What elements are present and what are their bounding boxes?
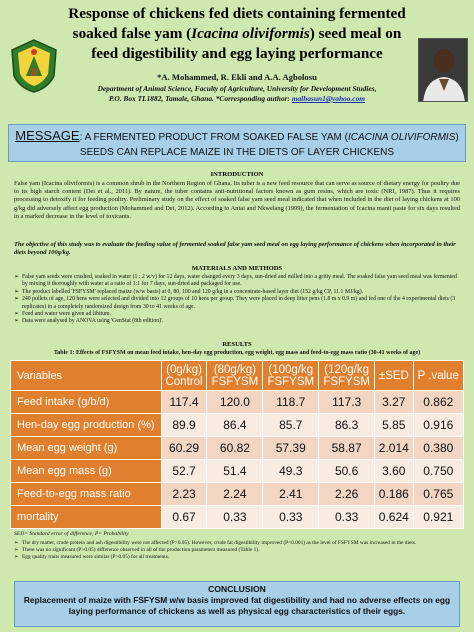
message-heading: MESSAGE — [15, 128, 80, 143]
introduction-heading: INTRODUCTION — [210, 171, 264, 178]
table-cell: 2.41 — [263, 483, 319, 506]
table-cell: 0.33 — [319, 506, 375, 529]
table-cell: 0.921 — [413, 506, 463, 529]
list-item: ➢ Egg quality traits measured were similar (P>0.05) for all treatments. — [14, 554, 170, 560]
row-label: Hen-day egg production (%) — [11, 414, 162, 437]
list-item: ➢ There was no significant (P>0.05) difference observed in all of the production parameters measured (Table 1). — [14, 547, 260, 553]
table-cell: 0.765 — [413, 483, 463, 506]
table-cell: 0.380 — [413, 437, 463, 460]
row-label: Mean egg mass (g) — [11, 460, 162, 483]
table-cell: 120.0 — [207, 391, 263, 414]
table-cell: 60.29 — [161, 437, 207, 460]
column-header: (0g/kg) Control — [161, 361, 207, 391]
message-box: MESSAGE: A FERMENTED PRODUCT FROM SOAKED FALSE YAM (ICACINA OLIVIFORMIS) SEEDS CAN REPLACE MAIZE IN THE DIETS OF LAYER CHICKENS — [8, 124, 466, 162]
table-cell: 2.014 — [375, 437, 414, 460]
table-cell: 0.624 — [375, 506, 414, 529]
list-item: ➢ Feed and water were given ad libitum. — [14, 311, 112, 318]
methods-heading: MATERIALS AND METHODS — [191, 265, 283, 272]
poster-title: Response of chickens fed diets containing fermented soaked false yam (Icacina oliviformis) seed meal on feed digestibility and egg laying performance — [68, 5, 406, 62]
table-cell: 86.3 — [319, 414, 375, 437]
table-cell: 118.7 — [263, 391, 319, 414]
table-cell: 49.3 — [263, 460, 319, 483]
conclusion-body: Replacement of maize with FSFYSM w/w basis improved fat digestibility and had no adverse effects on egg laying performance of chickens as well as physical egg characteristics of their eggs. — [23, 595, 451, 616]
table-cell: 2.26 — [319, 483, 375, 506]
author-photo — [418, 38, 468, 102]
column-header: (120g/kg FSFYSM — [319, 361, 375, 391]
table-cell: 3.27 — [375, 391, 414, 414]
conclusion-heading: CONCLUSION — [208, 584, 266, 594]
authors: *A. Mohammed, R. Ekli and A.A. Agbolosu — [157, 72, 317, 82]
table-caption: Table 1: Effects of FSFYSM on mean feed intake, hen-day egg production, egg weight, egg mass and feed-to-egg mass ratio (30-41 weeks of age) — [53, 350, 421, 356]
table-cell: 2.24 — [207, 483, 263, 506]
email-link[interactable]: malhasun1@yahoo.com — [291, 94, 366, 103]
list-item: ➢ False yam seeds were crushed, soaked in water (1 : 2 w/v) for 12 days, water changed every 3 days, sun-dried and milled into a gritty meal. The soaked false yam seed meal was fermented by mixing it thoroughly with water at a ratio of 1:1 for 7 days, sun-dried and packaged for use. — [14, 274, 457, 288]
table-row — [11, 391, 464, 414]
table-cell: 52.7 — [161, 460, 207, 483]
column-header: ±SED — [375, 361, 414, 391]
row-label: Feed-to-egg mass ratio — [11, 483, 162, 506]
column-header: Variables — [11, 361, 162, 391]
table-cell: 51.4 — [207, 460, 263, 483]
table-cell: 117.3 — [319, 391, 375, 414]
table-cell: 0.33 — [263, 506, 319, 529]
table-cell: 0.916 — [413, 414, 463, 437]
university-logo — [8, 38, 60, 94]
methods-list — [14, 274, 460, 326]
table-cell: 50.6 — [319, 460, 375, 483]
row-label: Feed intake (g/b/d) — [11, 391, 162, 414]
table-cell: 2.23 — [161, 483, 207, 506]
results-notes — [14, 540, 460, 561]
column-header: (80g/kg) FSFYSM — [207, 361, 263, 391]
table-row — [11, 414, 464, 437]
results-table — [10, 360, 464, 529]
table-cell: 117.4 — [161, 391, 207, 414]
row-label: Mean egg weight (g) — [11, 437, 162, 460]
table-cell: 0.862 — [413, 391, 463, 414]
table-cell: 0.67 — [161, 506, 207, 529]
list-item: ➢ 240 pullets of age, 120 hens were selected and divided into 12 groups of 10 hens per group. They were placed in deep litter pens (1.8 m x 0.9 m) and fed one of the 4 experimental diets (3 replicates) in a completely randomized design from 30 to 41 weeks of age. — [14, 296, 456, 310]
table-row — [11, 506, 464, 529]
table-cell: 60.82 — [207, 437, 263, 460]
table-cell: 5.85 — [375, 414, 414, 437]
column-header: (100g/kg FSFYSM — [263, 361, 319, 391]
table-header-row — [11, 361, 464, 391]
table-row — [11, 437, 464, 460]
conclusion-box — [14, 581, 460, 627]
table-cell: 0.750 — [413, 460, 463, 483]
table-cell: 58.87 — [319, 437, 375, 460]
table-cell: 0.33 — [207, 506, 263, 529]
table-cell: 57.39 — [263, 437, 319, 460]
table-row — [11, 483, 464, 506]
column-header: P .value — [413, 361, 463, 391]
list-item: ➢ The dry matter, crude protein and ash digestibility were not affected (P>0.05). However, crude fat digestibility improved (P<0.001) as the level of FSFYSM was increased in the diets. — [14, 540, 417, 546]
table-cell: 89.9 — [161, 414, 207, 437]
objective: The objective of this study was to evaluate the feeding value of fermented soaked false yam seed meal on egg laying performance of chickens when incorporated in their diets beyond 100g/kg. — [14, 241, 456, 257]
table-cell: 3.60 — [375, 460, 414, 483]
table-footnote: SED= Standard error of difference, P= Probability — [14, 531, 129, 537]
table-cell: 86.4 — [207, 414, 263, 437]
results-heading: RESULTS — [222, 341, 252, 348]
list-item: ➢ Data were analysed by ANOVA using 'GenStat (8th edition)'. — [14, 318, 164, 325]
table-cell: 0.186 — [375, 483, 414, 506]
introduction-body: False yam (Icacina oliviformis) is a common shrub in the Northern Region of Ghana. Its tuber is a new feed resource that can serve as source of dietary energy for poultry due to its high starch content (Dei et al., 2011). By nature, the tuber contains anti-nutritional factors known as gum resins, which are toxic (NRI, 1987). Thus it requires processing to detoxify it for feeding poultry. Preliminary study on the effect of soaked false yam seed meal indicated that when included in the diet of laying chickens at 100 g/kg did adversely affect egg production (Mohammed and Dei, 2012). According to Antai and Nkwelang (1999), the fermentation of Icacina manii paste for six days resulted in a marked decrease in the level of toxicants. — [14, 180, 461, 220]
table-row — [11, 460, 464, 483]
row-label: mortality — [11, 506, 162, 529]
list-item: ➢ The product labelled 'FSFYSM' replaced maize (w/w basis) at 0, 80, 100 and 120 g/kg in a concentrate-based layer diet (152 g/kg CP, 11.1 MJ/kg). — [14, 288, 364, 295]
affiliation: Department of Animal Science, Faculty of Agriculture, University for Development Studies, P.O. Box TL1882, Tamale, Ghana. *Corresponding author: malhasun1@yahoo.com — [97, 84, 377, 103]
table-cell: 85.7 — [263, 414, 319, 437]
